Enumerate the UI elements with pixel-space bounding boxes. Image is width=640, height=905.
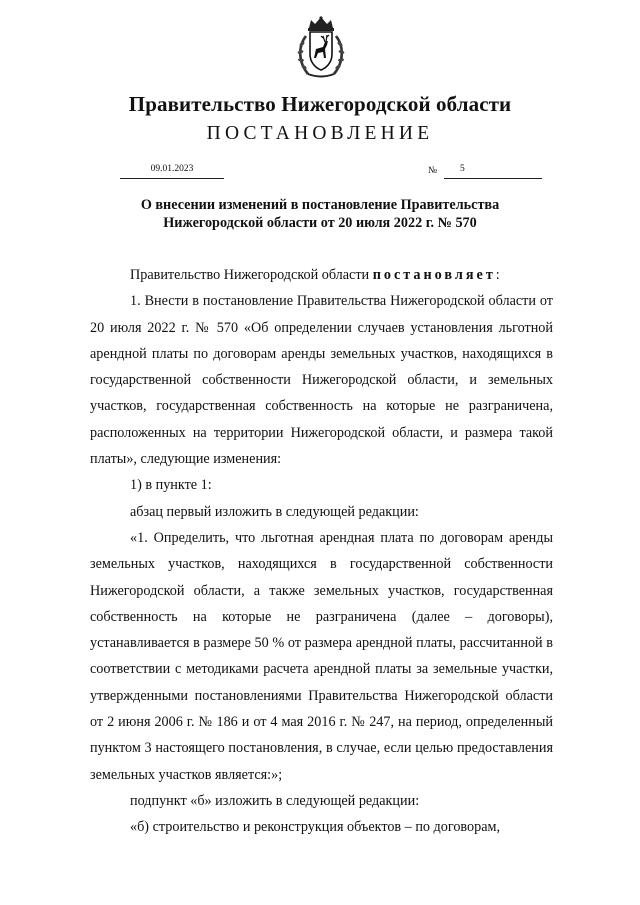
intro-spaced-verb: постановляет bbox=[372, 267, 496, 283]
document-date: 09.01.2023 bbox=[120, 163, 224, 179]
paragraph-4: «1. Определить, что льготная арендная плата по договорам аренды земельных участков, находящихся в государственной собственности Нижегородской области, а также земельных участков, государственная собственность на которые не разграничена (далее – договоры), устанавливается в размере 50 % от размера арендной платы, рассчитанной в соответствии с методиками расчета арендной платы за земельные участки, утвержденными постановлениями Правительства Нижегородской области от 2 июня 2006 г. № 186 и от 4 мая 2016 г. № 247, на период, определенный пунктом 3 настоящего постановления, в случае, если целью предоставления земельных участков является:»; bbox=[90, 529, 553, 783]
subject-line-1: О внесении изменений в постановление Правительства bbox=[140, 197, 500, 213]
government-name: Правительство Нижегородской области bbox=[128, 92, 512, 116]
paragraph-6: «б) строительство и реконструкция объектов – по договорам, bbox=[130, 819, 501, 836]
document-type: ПОСТАНОВЛЕНИЕ bbox=[206, 123, 434, 144]
document-subject bbox=[90, 196, 550, 232]
intro-paragraph bbox=[90, 262, 553, 288]
coat-of-arms-icon bbox=[296, 16, 346, 80]
intro-suffix: : bbox=[495, 267, 500, 283]
document-number-field bbox=[444, 163, 542, 179]
paragraph-5: подпункт «б» изложить в следующей редакции: bbox=[130, 792, 420, 809]
intro-prefix: Правительство Нижегородской области bbox=[130, 267, 373, 283]
document-number: 5 bbox=[460, 164, 465, 174]
subject-line-2: Нижегородской области от 20 июля 2022 г. № 570 bbox=[163, 215, 477, 231]
paragraph-2: 1) в пункте 1: bbox=[130, 477, 212, 494]
number-sign: № bbox=[428, 166, 438, 176]
document-body bbox=[90, 262, 553, 841]
paragraph-1: 1. Внести в постановление Правительства Нижегородской области от 20 июля 2022 г. № 570 «Об определении случаев установления льготной арендной платы по договорам аренды земельных участков, находящихся в государственной собственности Нижегородской области, и земельных участков, государственная собственность на которые не разграничена, расположенных на территории Нижегородской области, и размера такой платы», следующие изменения: bbox=[90, 293, 553, 468]
paragraph-3: абзац первый изложить в следующей редакции: bbox=[130, 503, 419, 520]
